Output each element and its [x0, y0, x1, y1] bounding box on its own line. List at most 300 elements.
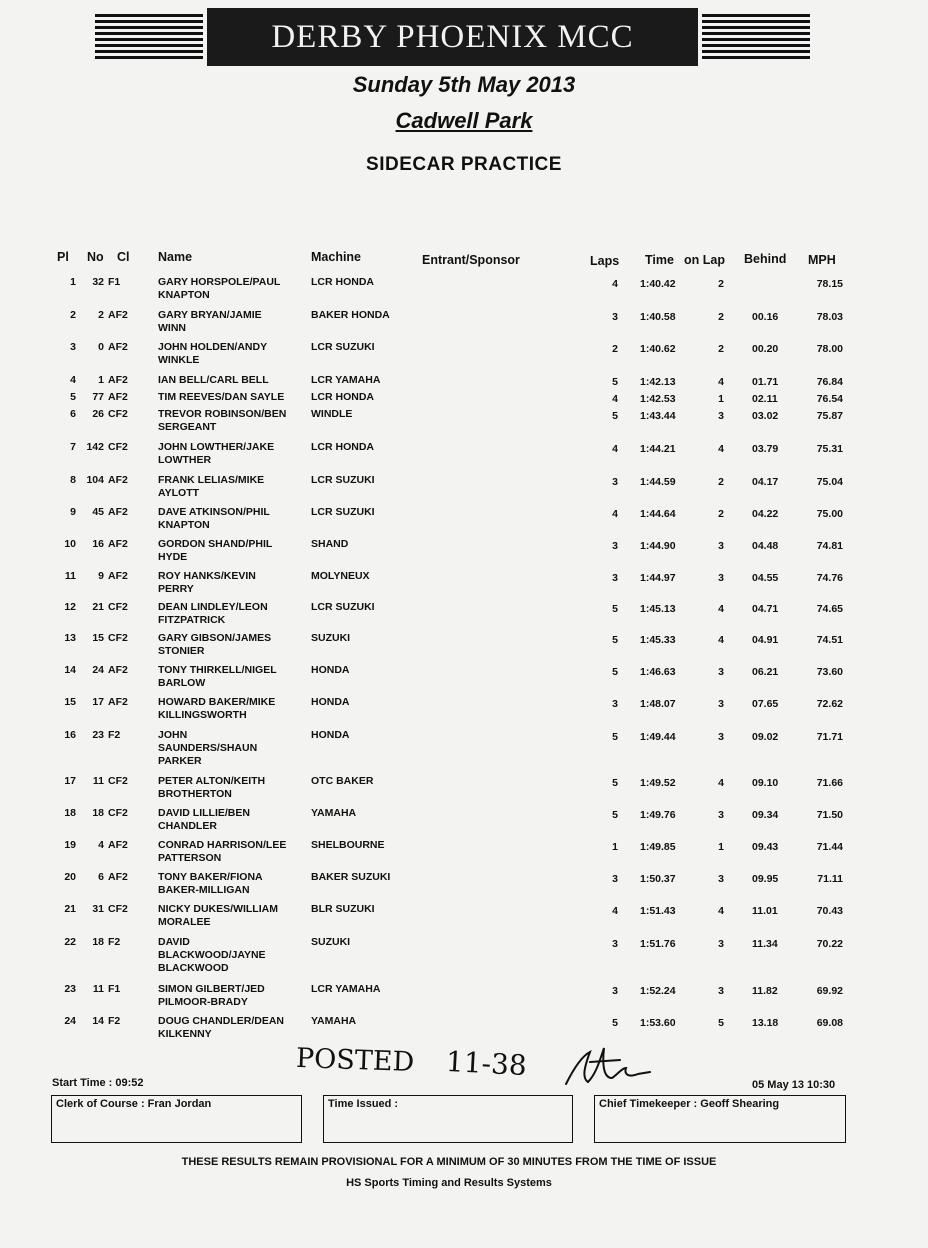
machine-cell: WINDLE — [311, 408, 353, 420]
name-line: GARY GIBSON/JAMES — [158, 632, 272, 644]
club-title: DERBY PHOENIX MCC — [207, 8, 698, 66]
session-title: SIDECAR PRACTICE — [366, 154, 562, 175]
laps-cell: 5 — [612, 777, 618, 789]
position-cell: 14 — [64, 664, 76, 676]
handwritten-time: 11-38 — [445, 1044, 528, 1083]
time-cell: 1:44.64 — [640, 508, 676, 520]
machine-cell: LCR HONDA — [311, 276, 374, 288]
name-line: BARLOW — [158, 677, 206, 689]
behind-cell: 04.55 — [752, 572, 779, 584]
name-line: WINKLE — [158, 354, 200, 366]
on-lap-cell: 4 — [718, 634, 724, 646]
mph-cell: 74.51 — [816, 634, 843, 646]
mph-cell: 75.87 — [816, 410, 843, 422]
number-cell: 14 — [92, 1015, 104, 1027]
number-cell: 18 — [92, 936, 104, 948]
time-cell: 1:49.85 — [640, 841, 676, 853]
name-line: KILKENNY — [158, 1028, 212, 1040]
position-cell: 5 — [70, 391, 76, 403]
name-cell — [158, 807, 304, 833]
time-cell: 1:49.52 — [640, 777, 676, 789]
number-cell: 9 — [98, 570, 104, 582]
col-name: Name — [158, 250, 193, 264]
name-line: LOWTHER — [158, 454, 212, 466]
name-line: JOHN HOLDEN/ANDY — [158, 341, 268, 353]
name-line: CHANDLER — [158, 820, 217, 832]
number-cell: 11 — [92, 983, 104, 995]
laps-cell: 5 — [612, 603, 618, 615]
col-laps: Laps — [590, 254, 620, 268]
class-cell: AF2 — [108, 391, 128, 403]
clerk-of-course-box — [51, 1095, 302, 1143]
class-cell: CF2 — [108, 807, 128, 819]
behind-cell: 11.01 — [752, 905, 778, 917]
number-cell: 45 — [92, 506, 104, 518]
position-cell: 3 — [70, 341, 76, 353]
behind-cell: 03.79 — [752, 443, 779, 455]
name-line: STONIER — [158, 645, 205, 657]
name-line: PERRY — [158, 583, 194, 595]
time-cell: 1:44.97 — [640, 572, 676, 584]
time-cell: 1:44.90 — [640, 540, 676, 552]
position-cell: 24 — [64, 1015, 76, 1027]
name-line: MORALEE — [158, 916, 211, 928]
machine-cell: LCR YAMAHA — [311, 983, 381, 995]
time-cell: 1:40.42 — [640, 278, 676, 290]
behind-cell: 02.11 — [752, 393, 778, 405]
class-cell: AF2 — [108, 506, 128, 518]
on-lap-cell: 3 — [718, 410, 724, 422]
on-lap-cell: 2 — [718, 343, 724, 355]
behind-cell: 11.82 — [752, 985, 778, 997]
class-cell: F2 — [108, 936, 121, 948]
machine-cell: BLR SUZUKI — [311, 903, 375, 915]
name-line: DEAN LINDLEY/LEON — [158, 601, 268, 613]
name-line: GORDON SHAND/PHIL — [158, 538, 273, 550]
on-lap-cell: 3 — [718, 540, 724, 552]
name-cell — [158, 570, 304, 596]
name-line: DAVID — [158, 936, 190, 948]
on-lap-cell: 4 — [718, 603, 724, 615]
time-cell: 1:51.76 — [640, 938, 676, 950]
name-cell — [158, 664, 304, 690]
laps-cell: 3 — [612, 572, 618, 584]
time-cell: 1:48.07 — [640, 698, 676, 710]
machine-cell: LCR SUZUKI — [311, 506, 375, 518]
laps-cell: 5 — [612, 1017, 618, 1029]
class-cell: CF2 — [108, 408, 128, 420]
behind-cell: 00.16 — [752, 311, 779, 323]
behind-cell: 04.91 — [752, 634, 779, 646]
behind-cell: 13.18 — [752, 1017, 779, 1029]
mph-cell: 70.43 — [816, 905, 843, 917]
on-lap-cell: 3 — [718, 698, 724, 710]
machine-cell: OTC BAKER — [311, 775, 374, 787]
position-cell: 4 — [70, 374, 76, 386]
behind-cell: 07.65 — [752, 698, 779, 710]
position-cell: 15 — [64, 696, 76, 708]
machine-cell: LCR SUZUKI — [311, 601, 375, 613]
class-cell: AF2 — [108, 570, 128, 582]
position-cell: 18 — [64, 807, 76, 819]
mph-cell: 72.62 — [816, 698, 843, 710]
name-line: DAVID LILLIE/BEN — [158, 807, 250, 819]
time-cell: 1:40.58 — [640, 311, 676, 323]
mph-cell: 73.60 — [816, 666, 843, 678]
name-line: TREVOR ROBINSON/BEN — [158, 408, 287, 420]
mph-cell: 69.92 — [816, 985, 843, 997]
name-line: BLACKWOOD/JAYNE — [158, 949, 266, 961]
event-venue — [0, 108, 928, 134]
position-cell: 23 — [64, 983, 76, 995]
number-cell: 23 — [92, 729, 104, 741]
time-issued-box — [323, 1095, 573, 1143]
behind-cell: 09.43 — [752, 841, 779, 853]
clerk-label: Clerk of Course : Fran Jordan — [56, 1098, 212, 1110]
name-line: JOHN — [158, 729, 188, 741]
venue-text: Cadwell Park — [395, 108, 533, 133]
handwritten-posted: POSTED — [295, 1042, 415, 1079]
number-cell: 32 — [92, 276, 104, 288]
mph-cell: 74.65 — [816, 603, 843, 615]
time-cell: 1:52.24 — [640, 985, 676, 997]
name-cell — [158, 696, 304, 722]
position-cell: 6 — [70, 408, 76, 420]
number-cell: 4 — [98, 839, 104, 851]
name-cell — [158, 775, 304, 801]
name-cell — [158, 538, 304, 564]
number-cell: 26 — [92, 408, 104, 420]
name-line: PETER ALTON/KEITH — [158, 775, 266, 787]
name-line: PATTERSON — [158, 852, 222, 864]
machine-cell: YAMAHA — [311, 807, 357, 819]
mph-cell: 76.84 — [816, 376, 843, 388]
laps-cell: 3 — [612, 476, 618, 488]
machine-cell: LCR YAMAHA — [311, 374, 381, 386]
class-cell: F1 — [108, 276, 121, 288]
name-line: PARKER — [158, 755, 202, 767]
class-cell: CF2 — [108, 601, 128, 613]
behind-cell: 09.95 — [752, 873, 779, 885]
class-cell: F2 — [108, 729, 121, 741]
behind-cell: 06.21 — [752, 666, 779, 678]
name-line: DOUG CHANDLER/DEAN — [158, 1015, 284, 1027]
machine-cell: BAKER SUZUKI — [311, 871, 391, 883]
laps-cell: 3 — [612, 985, 618, 997]
name-cell — [158, 903, 304, 929]
machine-cell: LCR SUZUKI — [311, 474, 375, 486]
laps-cell: 5 — [612, 376, 618, 388]
laps-cell: 5 — [612, 634, 618, 646]
name-cell — [158, 601, 304, 627]
name-line: HYDE — [158, 551, 188, 563]
time-cell: 1:45.13 — [640, 603, 676, 615]
laps-cell: 4 — [612, 905, 618, 917]
laps-cell: 5 — [612, 666, 618, 678]
laps-cell: 5 — [612, 731, 618, 743]
name-cell — [158, 632, 304, 658]
col-time: Time — [645, 253, 674, 267]
mph-cell: 69.08 — [816, 1017, 843, 1029]
name-cell — [158, 309, 304, 335]
machine-cell: LCR HONDA — [311, 391, 374, 403]
time-cell: 1:46.63 — [640, 666, 676, 678]
position-cell: 19 — [64, 839, 76, 851]
on-lap-cell: 2 — [718, 311, 724, 323]
laps-cell: 4 — [612, 443, 618, 455]
laps-cell: 3 — [612, 938, 618, 950]
position-cell: 8 — [70, 474, 76, 486]
behind-cell: 01.71 — [752, 376, 779, 388]
machine-cell: HONDA — [311, 696, 350, 708]
number-cell: 24 — [92, 664, 104, 676]
laps-cell: 3 — [612, 698, 618, 710]
name-line: HOWARD BAKER/MIKE — [158, 696, 276, 708]
mph-cell: 71.11 — [817, 873, 843, 885]
class-cell: AF2 — [108, 696, 128, 708]
class-cell: CF2 — [108, 775, 128, 787]
name-line: FRANK LELIAS/MIKE — [158, 474, 265, 486]
number-cell: 16 — [92, 538, 104, 550]
time-cell: 1:44.59 — [640, 476, 676, 488]
printed-timestamp: 05 May 13 10:30 — [752, 1079, 836, 1091]
name-cell — [158, 729, 304, 768]
class-cell: CF2 — [108, 441, 128, 453]
class-cell: AF2 — [108, 664, 128, 676]
name-line: TONY THIRKELL/NIGEL — [158, 664, 277, 676]
laps-cell: 1 — [612, 841, 618, 853]
behind-cell: 04.17 — [752, 476, 779, 488]
number-cell: 15 — [92, 632, 104, 644]
name-cell — [158, 1015, 304, 1041]
number-cell: 142 — [86, 441, 104, 453]
time-cell: 1:50.37 — [640, 873, 676, 885]
on-lap-cell: 3 — [718, 731, 724, 743]
on-lap-cell: 5 — [718, 1017, 724, 1029]
name-line: BAKER-MILLIGAN — [158, 884, 250, 896]
timing-credit: HS Sports Timing and Results Systems — [346, 1177, 552, 1189]
class-cell: AF2 — [108, 374, 128, 386]
on-lap-cell: 3 — [718, 666, 724, 678]
position-cell: 22 — [64, 936, 76, 948]
name-cell — [158, 441, 304, 467]
col-machine: Machine — [311, 250, 362, 264]
number-cell: 31 — [92, 903, 104, 915]
name-cell — [158, 341, 304, 367]
mph-cell: 75.04 — [816, 476, 843, 488]
name-line: AYLOTT — [158, 487, 200, 499]
name-line: CONRAD HARRISON/LEE — [158, 839, 287, 851]
mph-cell: 78.15 — [816, 278, 843, 290]
time-cell: 1:49.44 — [640, 731, 676, 743]
on-lap-cell: 3 — [718, 985, 724, 997]
time-cell: 1:43.44 — [640, 410, 676, 422]
on-lap-cell: 3 — [718, 809, 724, 821]
name-line: DAVE ATKINSON/PHIL — [158, 506, 270, 518]
number-cell: 77 — [92, 391, 104, 403]
laps-cell: 4 — [612, 278, 618, 290]
on-lap-cell: 3 — [718, 873, 724, 885]
col-entrant: Entrant/Sponsor — [422, 253, 520, 267]
name-line: BROTHERTON — [158, 788, 232, 800]
name-line: WINN — [158, 322, 186, 334]
name-line: JOHN LOWTHER/JAKE — [158, 441, 275, 453]
number-cell: 17 — [92, 696, 104, 708]
number-cell: 2 — [98, 309, 104, 321]
name-line: SAUNDERS/SHAUN — [158, 742, 258, 754]
on-lap-cell: 1 — [718, 393, 724, 405]
position-cell: 17 — [64, 775, 76, 787]
name-cell — [158, 474, 304, 500]
laps-cell: 3 — [612, 311, 618, 323]
laps-cell: 5 — [612, 809, 618, 821]
provisional-notice: THESE RESULTS REMAIN PROVISIONAL FOR A MINIMUM OF 30 MINUTES FROM THE TIME OF ISSUE — [181, 1156, 717, 1168]
machine-cell: HONDA — [311, 664, 350, 676]
club-banner — [95, 8, 810, 66]
laps-cell: 3 — [612, 873, 618, 885]
position-cell: 21 — [64, 903, 76, 915]
time-cell: 1:45.33 — [640, 634, 676, 646]
class-cell: AF2 — [108, 538, 128, 550]
name-line: TONY BAKER/FIONA — [158, 871, 263, 883]
laps-cell: 5 — [612, 410, 618, 422]
behind-cell: 09.02 — [752, 731, 779, 743]
mph-cell: 75.31 — [816, 443, 843, 455]
name-line: TIM REEVES/DAN SAYLE — [158, 391, 285, 403]
name-cell — [158, 506, 304, 532]
mph-cell: 71.50 — [816, 809, 843, 821]
class-cell: AF2 — [108, 474, 128, 486]
name-line: KNAPTON — [158, 289, 210, 301]
time-cell: 1:53.60 — [640, 1017, 676, 1029]
behind-cell: 09.34 — [752, 809, 779, 821]
name-line: KNAPTON — [158, 519, 210, 531]
machine-cell: SUZUKI — [311, 632, 351, 644]
position-cell: 9 — [70, 506, 76, 518]
name-line: ROY HANKS/KEVIN — [158, 570, 256, 582]
name-line: NICKY DUKES/WILLIAM — [158, 903, 278, 915]
laps-cell: 4 — [612, 393, 618, 405]
on-lap-cell: 4 — [718, 443, 724, 455]
class-cell: CF2 — [108, 632, 128, 644]
on-lap-cell: 3 — [718, 572, 724, 584]
behind-cell: 03.02 — [752, 410, 779, 422]
number-cell: 1 — [98, 374, 104, 386]
on-lap-cell: 2 — [718, 278, 724, 290]
position-cell: 16 — [64, 729, 76, 741]
behind-cell: 00.20 — [752, 343, 779, 355]
position-cell: 2 — [70, 309, 76, 321]
behind-cell: 11.34 — [752, 938, 778, 950]
name-cell — [158, 276, 304, 302]
mph-cell: 75.00 — [816, 508, 843, 520]
mph-cell: 78.03 — [816, 311, 843, 323]
mph-cell: 74.81 — [816, 540, 843, 552]
name-line: FITZPATRICK — [158, 614, 226, 626]
col-on-lap: on Lap — [684, 253, 725, 267]
behind-cell: 09.10 — [752, 777, 779, 789]
timekeeper-label: Chief Timekeeper : Geoff Shearing — [599, 1098, 780, 1110]
name-cell — [158, 871, 304, 897]
machine-cell: MOLYNEUX — [311, 570, 370, 582]
machine-cell: SUZUKI — [311, 936, 351, 948]
name-line: SERGEANT — [158, 421, 217, 433]
time-cell: 1:51.43 — [640, 905, 676, 917]
chief-timekeeper-box — [594, 1095, 846, 1143]
start-time: Start Time : 09:52 — [52, 1077, 144, 1089]
number-cell: 6 — [98, 871, 104, 883]
name-cell — [158, 408, 304, 434]
banner-stripes-right — [702, 14, 810, 60]
on-lap-cell: 4 — [718, 777, 724, 789]
mph-cell: 78.00 — [816, 343, 843, 355]
on-lap-cell: 2 — [718, 476, 724, 488]
behind-cell: 04.71 — [752, 603, 779, 615]
name-cell — [158, 391, 304, 404]
on-lap-cell: 4 — [718, 376, 724, 388]
time-issued-label: Time Issued : — [328, 1098, 399, 1110]
machine-cell: LCR HONDA — [311, 441, 374, 453]
banner-stripes-left — [95, 14, 203, 60]
time-cell: 1:49.76 — [640, 809, 676, 821]
position-cell: 20 — [64, 871, 76, 883]
class-cell: AF2 — [108, 309, 128, 321]
mph-cell: 76.54 — [816, 393, 843, 405]
class-cell: AF2 — [108, 341, 128, 353]
name-line: PILMOOR-BRADY — [158, 996, 248, 1008]
mph-cell: 70.22 — [816, 938, 843, 950]
number-cell: 18 — [92, 807, 104, 819]
behind-cell: 04.22 — [752, 508, 779, 520]
position-cell: 12 — [64, 601, 76, 613]
time-cell: 1:42.53 — [640, 393, 676, 405]
name-cell — [158, 374, 304, 387]
number-cell: 0 — [98, 341, 104, 353]
number-cell: 104 — [86, 474, 104, 486]
class-cell: CF2 — [108, 903, 128, 915]
time-cell: 1:44.21 — [640, 443, 676, 455]
machine-cell: LCR SUZUKI — [311, 341, 375, 353]
name-line: BLACKWOOD — [158, 962, 229, 974]
class-cell: F2 — [108, 1015, 121, 1027]
col-no: No — [87, 250, 104, 264]
col-mph: MPH — [808, 253, 836, 267]
event-date: Sunday 5th May 2013 — [352, 72, 576, 97]
machine-cell: BAKER HONDA — [311, 309, 390, 321]
name-line: IAN BELL/CARL BELL — [158, 374, 269, 386]
col-cl: Cl — [117, 250, 130, 264]
name-line: SIMON GILBERT/JED — [158, 983, 265, 995]
number-cell: 11 — [92, 775, 104, 787]
position-cell: 7 — [70, 441, 76, 453]
on-lap-cell: 2 — [718, 508, 724, 520]
number-cell: 21 — [92, 601, 104, 613]
machine-cell: SHELBOURNE — [311, 839, 385, 851]
col-behind: Behind — [744, 252, 787, 266]
name-line: GARY BRYAN/JAMIE — [158, 309, 262, 321]
behind-cell: 04.48 — [752, 540, 779, 552]
position-cell: 13 — [64, 632, 76, 644]
laps-cell: 3 — [612, 540, 618, 552]
position-cell: 1 — [70, 276, 76, 288]
on-lap-cell: 4 — [718, 905, 724, 917]
col-pl: Pl — [57, 250, 69, 264]
class-cell: F1 — [108, 983, 121, 995]
name-line: GARY HORSPOLE/PAUL — [158, 276, 281, 288]
position-cell: 10 — [64, 538, 76, 550]
signature-mark — [560, 1038, 660, 1093]
time-cell: 1:42.13 — [640, 376, 676, 388]
